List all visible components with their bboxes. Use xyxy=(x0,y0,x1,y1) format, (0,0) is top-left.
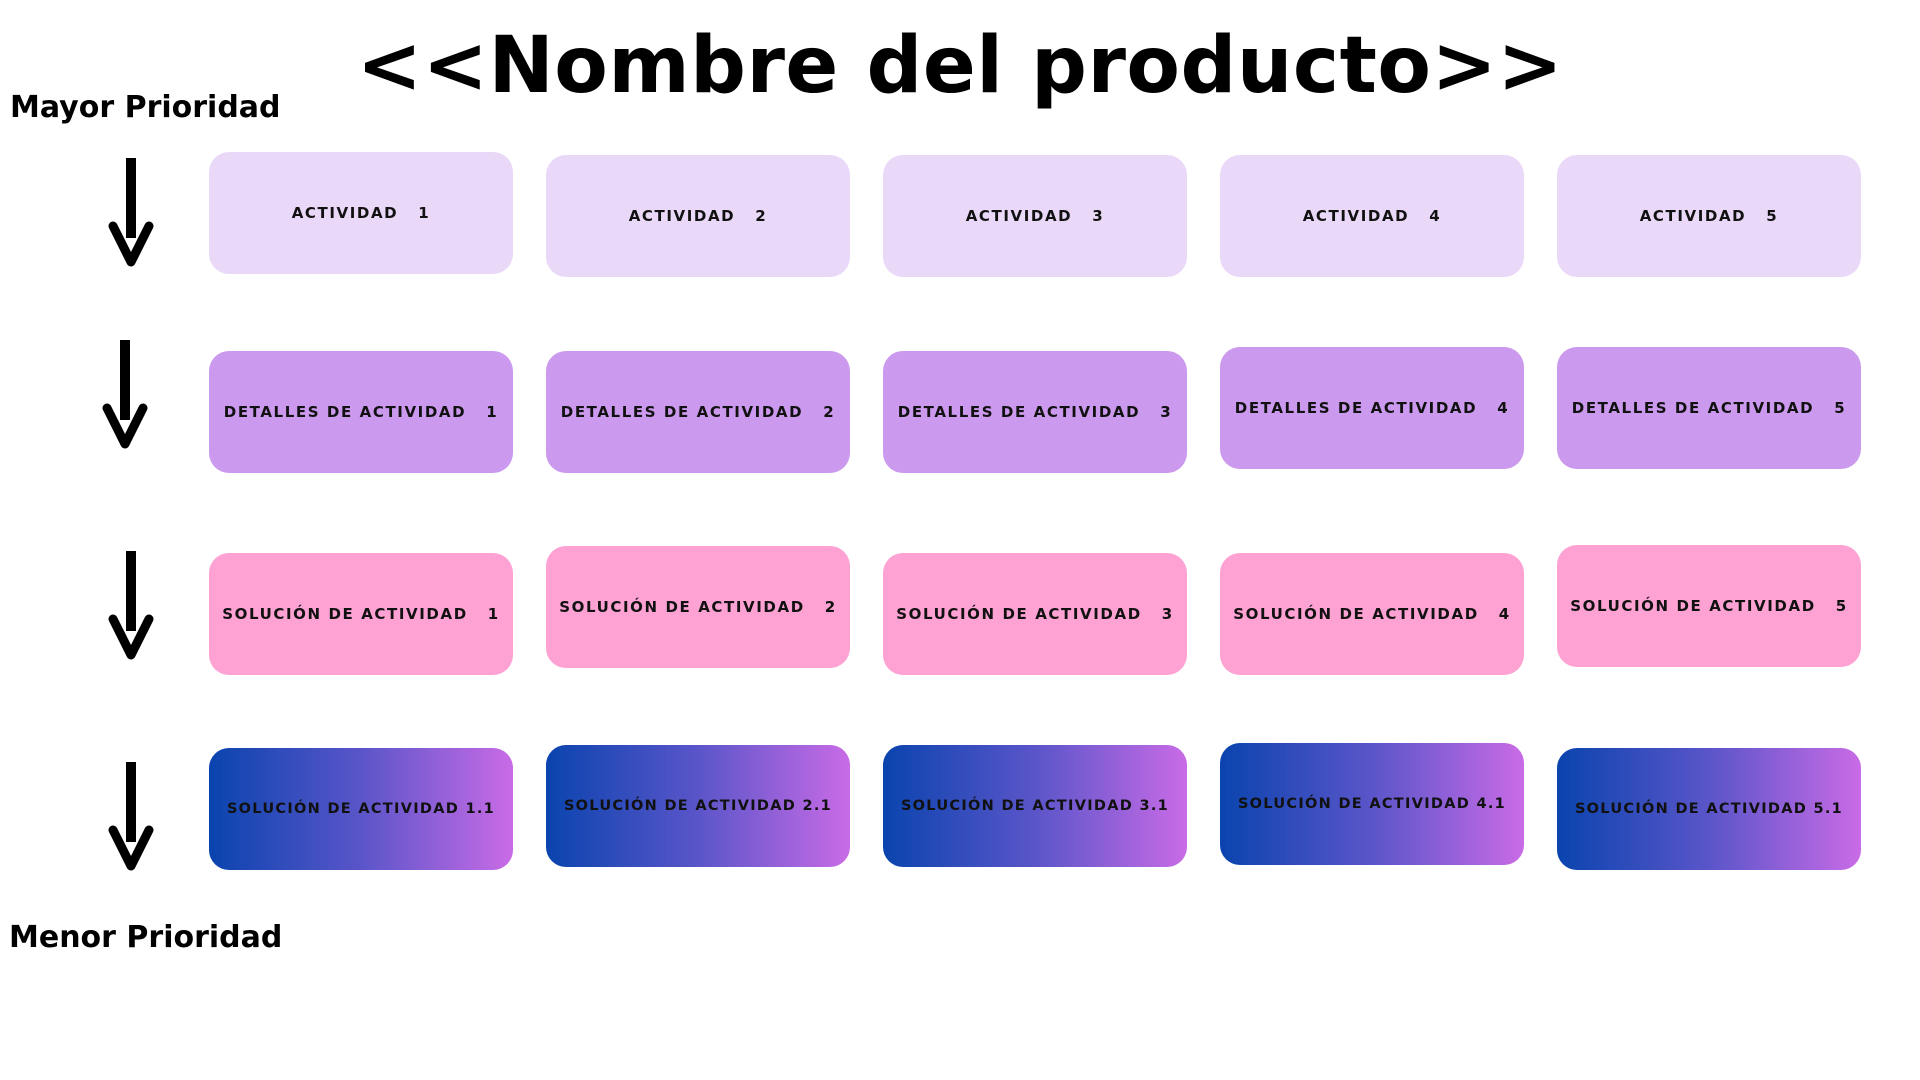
activity-number: 4 xyxy=(1429,207,1442,225)
activity-number: 1 xyxy=(418,204,431,222)
activity-subsolution-card[interactable] xyxy=(1557,748,1861,870)
down-arrow-icon xyxy=(107,551,155,661)
subsolution-label: SOLUCIÓN DE ACTIVIDAD 4.1 xyxy=(1237,796,1507,812)
details-label: DETALLES DE ACTIVIDAD xyxy=(1234,399,1478,417)
subsolution-label: SOLUCIÓN DE ACTIVIDAD 2.1 xyxy=(563,798,833,814)
activity-details-card[interactable] xyxy=(1220,347,1524,469)
activity-subsolution-card[interactable] xyxy=(209,748,513,870)
subsolution-label: SOLUCIÓN DE ACTIVIDAD 3.1 xyxy=(900,798,1170,814)
subsolution-label: SOLUCIÓN DE ACTIVIDAD 5.1 xyxy=(1574,801,1844,817)
solution-number: 3 xyxy=(1161,605,1174,623)
activity-details-card[interactable] xyxy=(883,351,1187,473)
activity-solution-card[interactable] xyxy=(546,546,850,668)
activity-label: ACTIVIDAD xyxy=(1302,207,1410,225)
details-label: DETALLES DE ACTIVIDAD xyxy=(560,403,804,421)
details-label: DETALLES DE ACTIVIDAD xyxy=(897,403,1141,421)
details-number: 5 xyxy=(1834,399,1847,417)
solution-label: SOLUCIÓN DE ACTIVIDAD xyxy=(559,598,805,616)
activity-details-card[interactable] xyxy=(209,351,513,473)
page-title: <<Nombre del producto>> xyxy=(356,21,1564,111)
activity-solution-card[interactable] xyxy=(883,553,1187,675)
high-priority-label: Mayor Prioridad xyxy=(10,90,281,125)
activity-label: ACTIVIDAD xyxy=(291,204,399,222)
down-arrow-icon xyxy=(101,340,149,450)
low-priority-label: Menor Prioridad xyxy=(9,920,283,955)
solution-number: 4 xyxy=(1498,605,1511,623)
solution-number: 1 xyxy=(487,605,500,623)
down-arrow-icon xyxy=(107,158,155,268)
solution-number: 2 xyxy=(824,598,837,616)
activity-details-card[interactable] xyxy=(1557,347,1861,469)
activity-card[interactable] xyxy=(546,155,850,277)
details-number: 2 xyxy=(823,403,836,421)
activity-subsolution-card[interactable] xyxy=(546,745,850,867)
solution-label: SOLUCIÓN DE ACTIVIDAD xyxy=(1233,605,1479,623)
activity-number: 3 xyxy=(1092,207,1105,225)
details-number: 4 xyxy=(1497,399,1510,417)
details-number: 3 xyxy=(1160,403,1173,421)
down-arrow-icon xyxy=(107,762,155,872)
subsolution-label: SOLUCIÓN DE ACTIVIDAD 1.1 xyxy=(226,801,496,817)
activity-number: 2 xyxy=(755,207,768,225)
details-label: DETALLES DE ACTIVIDAD xyxy=(1571,399,1815,417)
activity-card[interactable] xyxy=(1220,155,1524,277)
activity-card[interactable] xyxy=(883,155,1187,277)
details-number: 1 xyxy=(486,403,499,421)
activity-subsolution-card[interactable] xyxy=(883,745,1187,867)
activity-card[interactable] xyxy=(209,152,513,274)
solution-label: SOLUCIÓN DE ACTIVIDAD xyxy=(896,605,1142,623)
activity-solution-card[interactable] xyxy=(209,553,513,675)
activity-solution-card[interactable] xyxy=(1220,553,1524,675)
activity-card[interactable] xyxy=(1557,155,1861,277)
activity-label: ACTIVIDAD xyxy=(965,207,1073,225)
activity-label: ACTIVIDAD xyxy=(628,207,736,225)
details-label: DETALLES DE ACTIVIDAD xyxy=(223,403,467,421)
activity-subsolution-card[interactable] xyxy=(1220,743,1524,865)
activity-solution-card[interactable] xyxy=(1557,545,1861,667)
solution-label: SOLUCIÓN DE ACTIVIDAD xyxy=(1570,597,1816,615)
activity-details-card[interactable] xyxy=(546,351,850,473)
solution-label: SOLUCIÓN DE ACTIVIDAD xyxy=(222,605,468,623)
solution-number: 5 xyxy=(1835,597,1848,615)
activity-number: 5 xyxy=(1766,207,1779,225)
activity-label: ACTIVIDAD xyxy=(1639,207,1747,225)
